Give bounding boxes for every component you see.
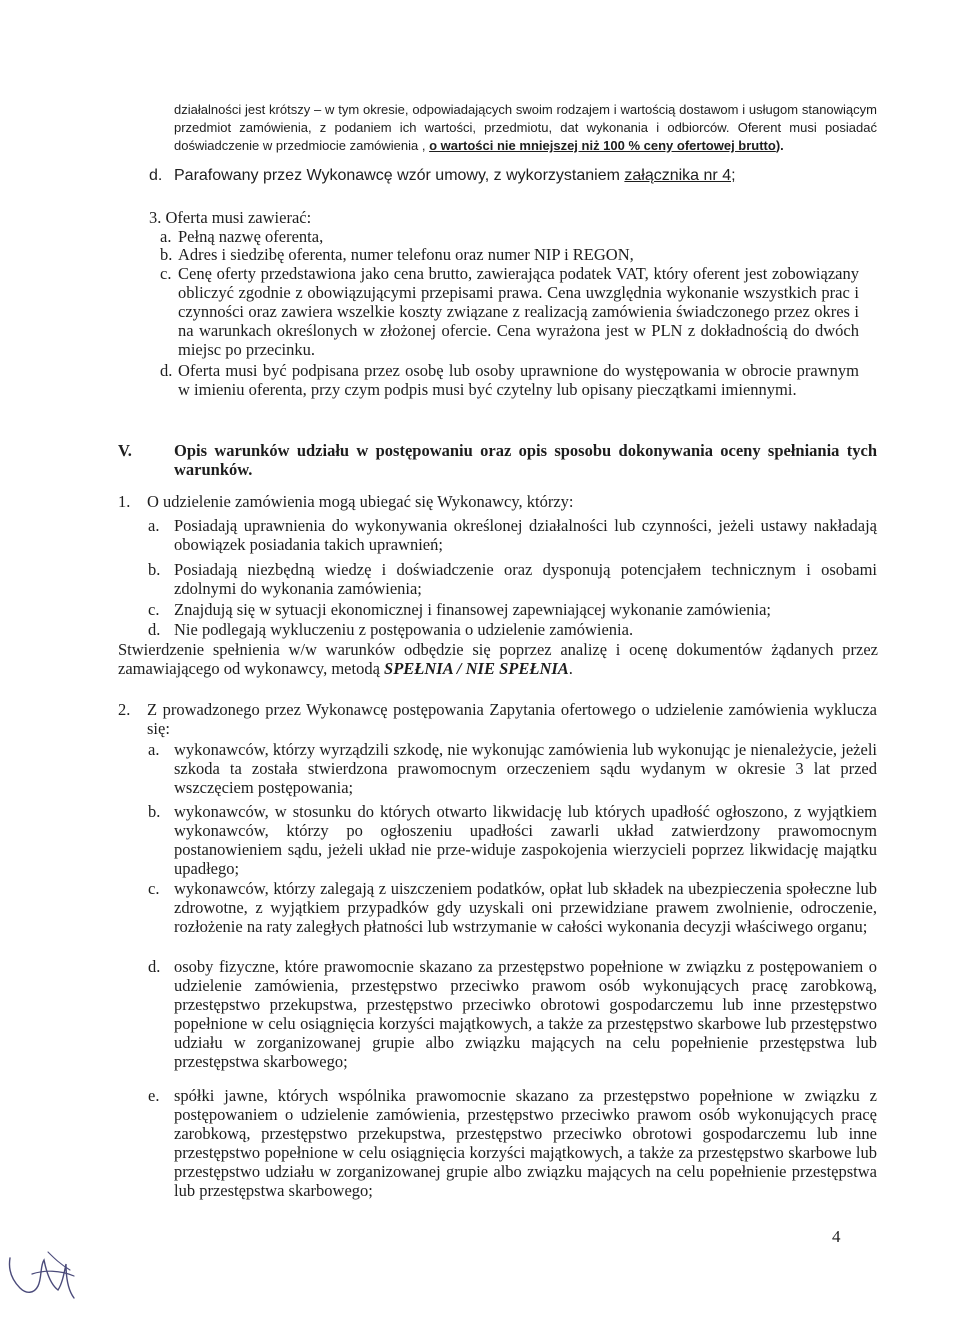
- paragraph-end: ).: [775, 138, 784, 153]
- value-requirement-emphasis: o wartości nie mniejszej niż 100 % ceny ofertowej brutto: [429, 138, 776, 153]
- item-text: Nie podlegają wykluczeniu z postępowania o udzielenie zamówienia.: [174, 620, 634, 639]
- item-text: Posiadają niezbędną wiedzę i doświadczenie oraz dysponują potencjałem technicznym i osobami zdolnymi do wykonania zamówienia;: [174, 560, 877, 598]
- item-text: wykonawców, którzy wyrządzili szkodę, nie wykonując zamówienia lub wykonując je nienależycie, jeżeli szkoda ta została stwierdzona prawomocnym orzeczeniem sądu wydanym w okresie 3 lat przed wszczęciem postępowania;: [174, 740, 877, 797]
- item-text: wykonawców, którzy zalegają z uiszczeniem podatków, opłat lub składek na ubezpieczenia społeczne lub zdrowotne, z wyjątkiem przypadków gdy uzyskali oni przewidziane prawem zwolnienie, odroczenie, rozłożenie na raty zaległych płatności lub wstrzymanie w całości wykonania decyzji właściwego organu;: [174, 879, 877, 936]
- item-label: b.: [148, 560, 161, 579]
- point-number: 2.: [118, 700, 131, 719]
- point-text: Z prowadzonego przez Wykonawcę postępowania Zapytania ofertowego o udzielenie zamówienia wyklucza się:: [147, 700, 877, 738]
- attachment-reference: załącznika nr 4;: [624, 167, 736, 184]
- item-text-main: Parafowany przez Wykonawcę wzór umowy, z wykorzystaniem: [174, 167, 625, 184]
- section-3-heading: 3. Oferta musi zawierać:: [149, 208, 312, 227]
- item-label: d.: [160, 361, 173, 380]
- page-number: 4: [832, 1227, 841, 1246]
- item-label: b.: [160, 245, 173, 264]
- item-text: Pełną nazwę oferenta,: [178, 227, 324, 246]
- item-text: Znajdują się w sytuacji ekonomicznej i finansowej zapewniającej wykonanie zamówienia;: [174, 600, 771, 619]
- item-label: e.: [148, 1086, 160, 1105]
- item-text: Oferta musi być podpisana przez osobę lub osoby uprawnione do występowania w obrocie prawnym w imieniu oferenta, przy czym podpis musi być czytelny lub opisany pieczątkami imiennymi.: [178, 361, 859, 399]
- item-label: b.: [148, 802, 161, 821]
- item-label: d.: [148, 620, 161, 639]
- point-number: 1.: [118, 492, 131, 511]
- section-number: V.: [118, 441, 132, 460]
- item-label: d.: [148, 957, 161, 976]
- assessment-text: Stwierdzenie spełnienia w/w warunków odbędzie się poprzez analizę i ocenę dokumentów żądanych przez zamawiającego od wykonawcy, metodą: [118, 640, 878, 678]
- item-label: a.: [148, 516, 160, 535]
- section-title: Opis warunków udziału w postępowaniu oraz opis sposobu dokonywania oceny spełniania tych warunków.: [174, 441, 877, 479]
- assessment-method-emphasis: SPEŁNIA / NIE SPEŁNIA: [384, 659, 569, 678]
- item-label: a.: [160, 227, 172, 246]
- item-text: spółki jawne, których wspólnika prawomocnie skazano za przestępstwo popełnione w związku z postępowaniem o udzielenie zamówienia, przestępstwo przeciwko prawom osób wykonujących pracę zarobkową, przestępstwo przekupstwa, przestępstwo przeciwko obrotowi gospodarczemu lub inne przestępstwo popełnione w celu osiągnięcia korzyści majątkowych, a także za przestępstwo skarbowe lub przestępstwo udziału w zorganizowanej grupie albo związku mających na celu popełnienie przestępstwa lub przestępstwa skarbowego;: [174, 1086, 877, 1200]
- item-label: c.: [148, 879, 160, 898]
- continued-paragraph: [174, 101, 877, 155]
- item-label: a.: [148, 740, 160, 759]
- item-label: c.: [160, 264, 172, 283]
- item-text: Posiadają uprawnienia do wykonywania określonej działalności lub czynności, jeżeli ustawy nakładają obowiązek posiadania takich uprawnień;: [174, 516, 877, 554]
- item-text: wykonawców, w stosunku do których otwarto likwidację lub których upadłość ogłoszono, z wyjątkiem wykonawców, którzy po ogłoszeniu upadłości zawarli układ zatwierdzony prawomocnym postanowieniem sądu, jeżeli układ nie prze-widuje zaspokojenia wierzycieli poprzez likwidację majątku upadłego;: [174, 802, 877, 878]
- item-label: d.: [149, 167, 163, 184]
- item-text: osoby fizyczne, które prawomocnie skazano za przestępstwo popełnione w związku z postępowaniem o udzielenie zamówienia, przestępstwo przeciwko prawom osób wykonujących pracę zarobkową, przestępstwo przekupstwa, przestępstwo przeciwko obrotowi gospodarczemu lub inne przestępstwo popełnione w celu osiągnięcia korzyści majątkowych, a także za przestępstwo skarbowe lub przestępstwo udziału w zorganizowanej grupie albo związku mających na celu popełnienie przestępstwa lub przestępstwa skarbowego;: [174, 957, 877, 1071]
- item-text: [174, 166, 736, 185]
- item-text: Adres i siedzibę oferenta, numer telefonu oraz numer NIP i REGON,: [178, 245, 634, 264]
- paragraph-text: działalności jest krótszy – w tym okresie, odpowiadających swoim rodzajem i wartością dostawom i usługom stanowiącym przedmiot zamówienia, z podaniem ich wartości, przedmiotu, dat wykonania i odbiorców. Oferent musi posiadać doświadczenie w przedmiocie zamówienia ,: [174, 102, 877, 153]
- handwritten-initials-signature: [4, 1244, 84, 1300]
- item-text: Cenę oferty przedstawiona jako cena brutto, zawierająca podatek VAT, który oferent jest zobowiązany obliczyć zgodnie z obowiązującymi przepisami prawa. Cena uwzględnia wykonanie wszystkich prac i czynności oraz zawiera wszelkie koszty związane z realizacją zamówienia świadczonego przez okres i na warunkach określonych w złożonej ofercie. Cena wyrażona jest w PLN z dokładnością do dwóch miejsc po przecinku.: [178, 264, 859, 359]
- assessment-end: .: [568, 659, 573, 678]
- assessment-method: [118, 640, 878, 678]
- item-label: c.: [148, 600, 160, 619]
- point-text: O udzielenie zamówienia mogą ubiegać się Wykonawcy, którzy:: [147, 492, 574, 511]
